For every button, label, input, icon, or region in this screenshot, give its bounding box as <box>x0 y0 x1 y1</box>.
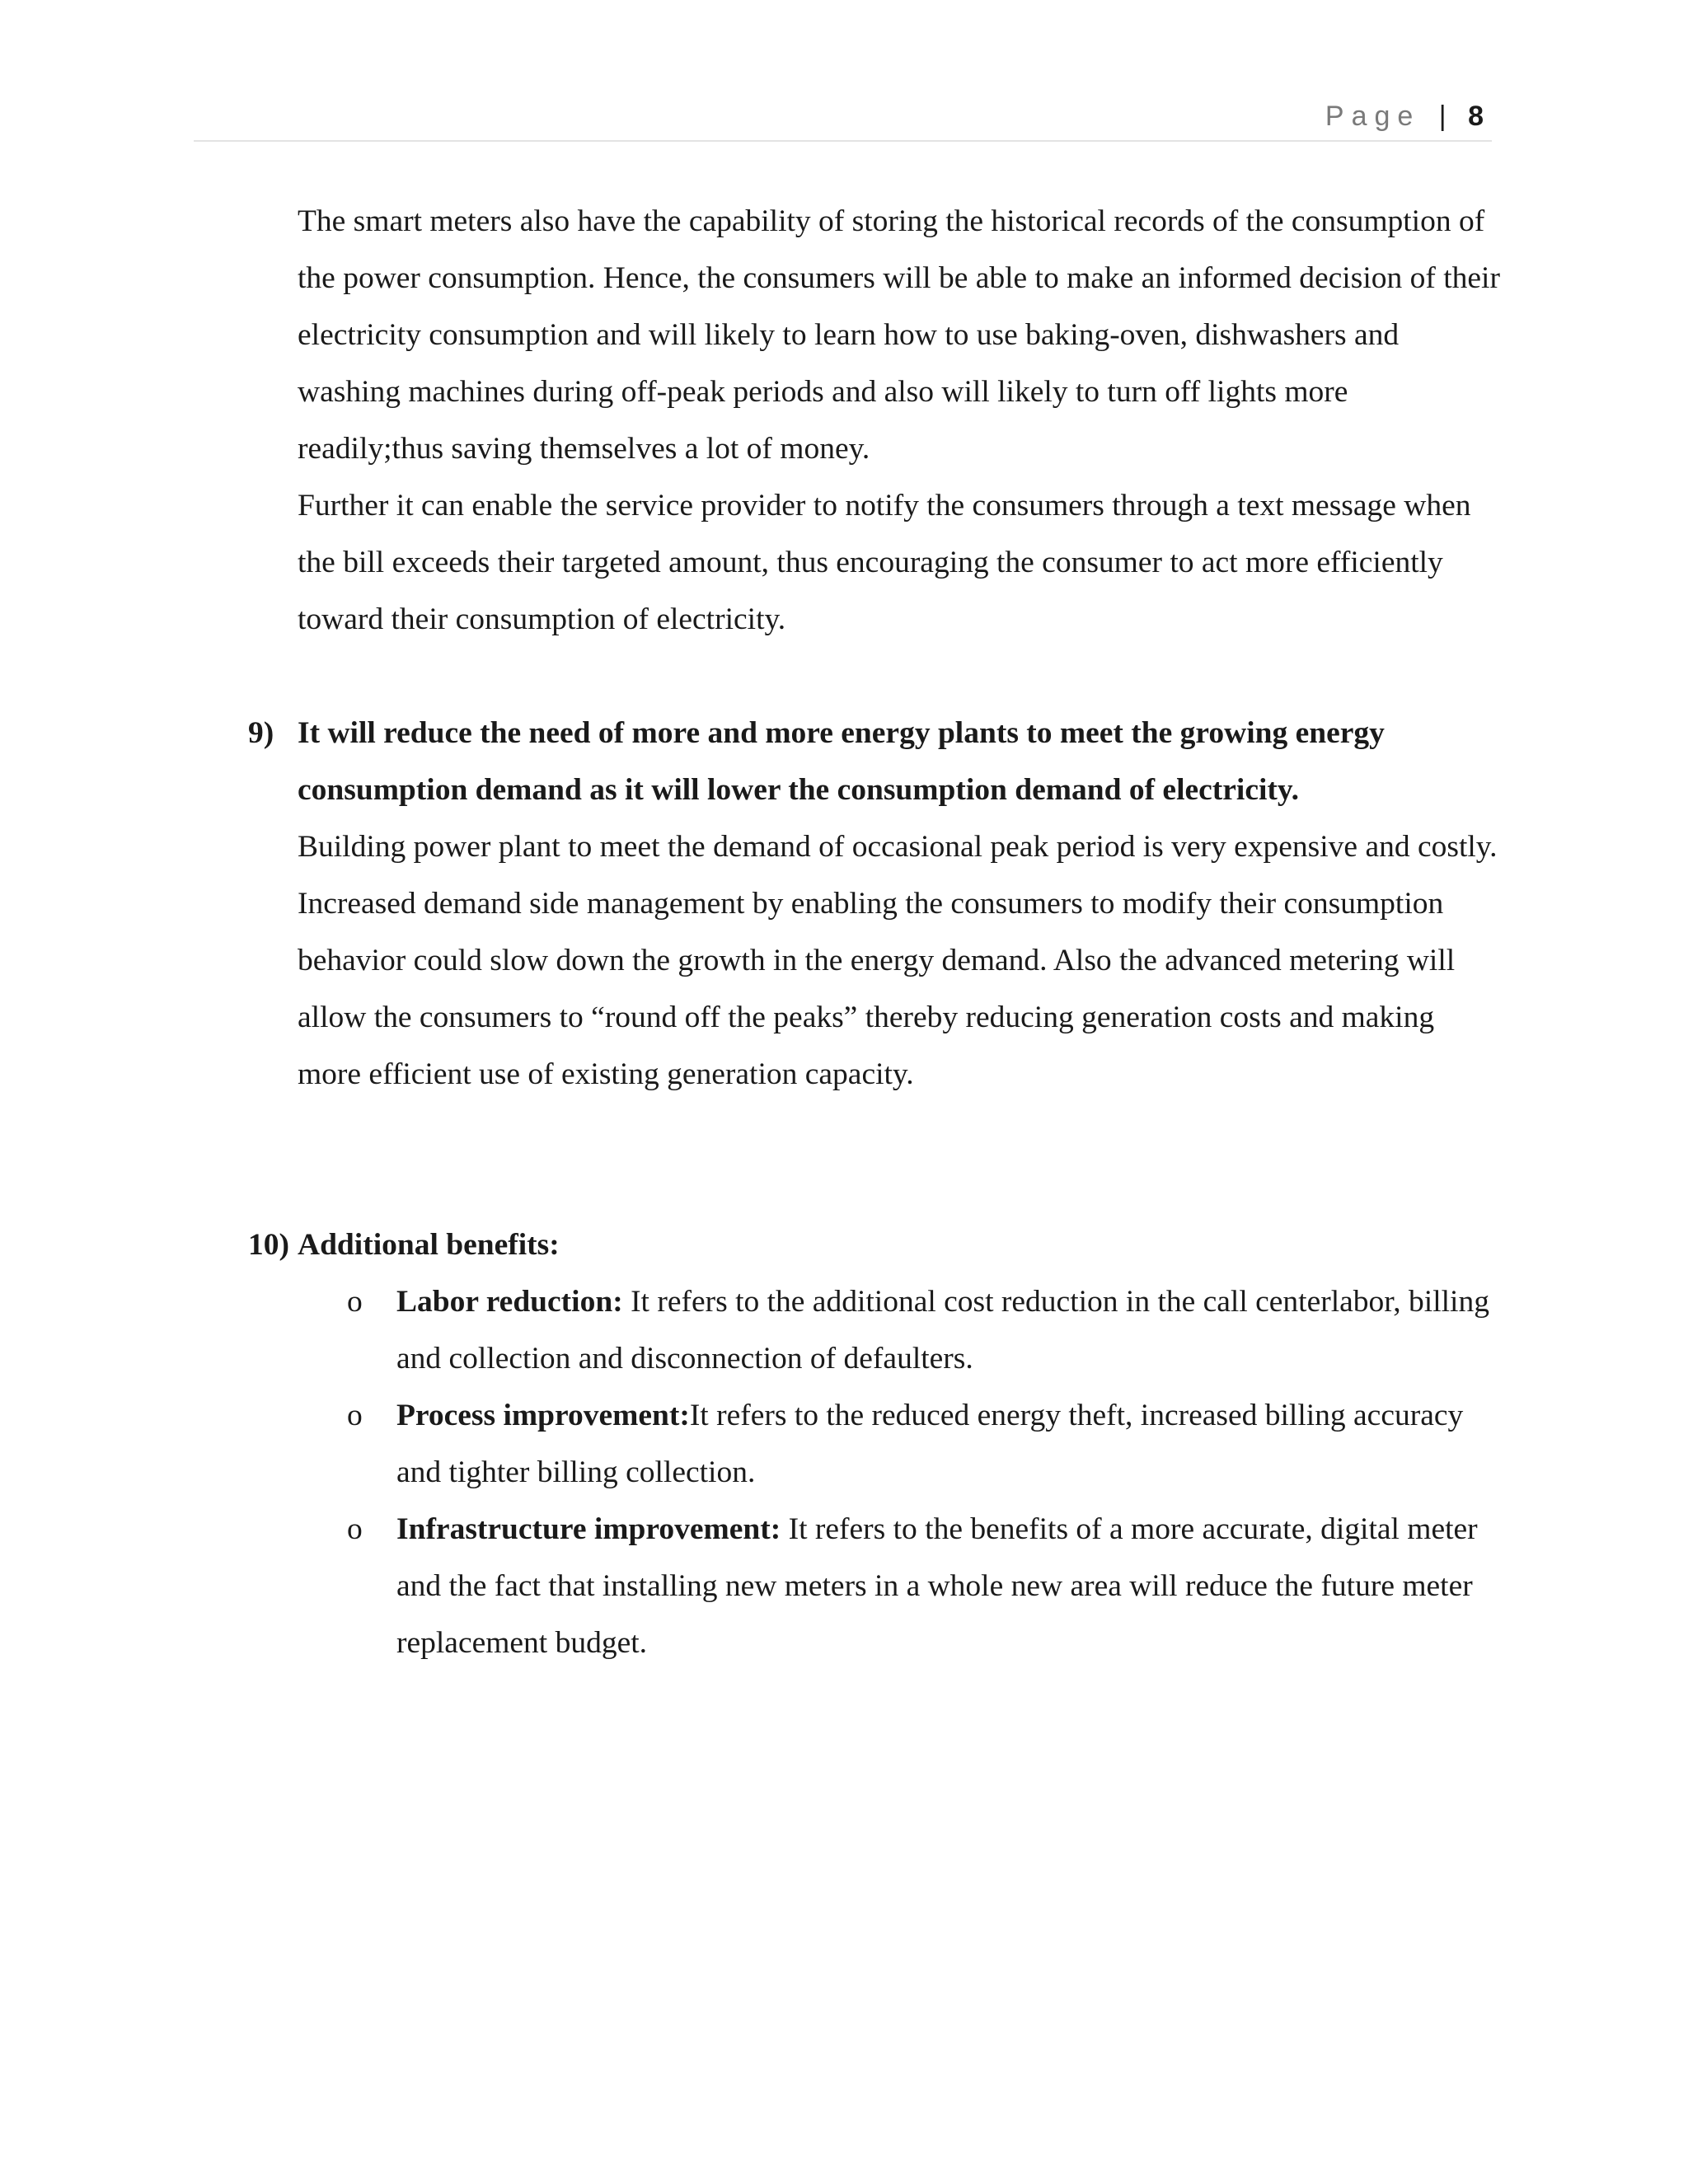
circle-bullet-icon: o <box>347 1285 363 1319</box>
intro-paragraph-2: Further it can enable the service provider to notify the consumers through a text message when the bill exceeds their targeted amount, thus encouraging the consumer to act more efficiently toward their consumption of electricity. <box>298 489 1471 636</box>
benefit-term: Infrastructure improvement: <box>396 1512 781 1546</box>
intro-paragraph-1: The smart meters also have the capability of storing the historical records of the consumption of the power consumption. Hence, the consumers will be able to make an informed decision of their electricity consumption and will likely to learn how to use baking-oven, dishwashers and washing machines during off-peak periods and also will likely to turn off lights more readily;thus saving themselves a lot of money. <box>298 204 1500 466</box>
list-item-9-heading: It will reduce the need of more and more energy plants to meet the growing energy consumption demand as it will lower the consumption demand of electricity. <box>298 716 1385 807</box>
benefit-term: Process improvement: <box>396 1399 690 1432</box>
benefit-item-process <box>347 1387 1501 1501</box>
list-item-9 <box>248 705 1501 1103</box>
benefit-text: It refers to the additional cost reduction in the call centerlabor, billing and collection and disconnection of defaulters. <box>396 1285 1489 1376</box>
document-body <box>0 193 1688 1671</box>
page-label: Page <box>1325 101 1421 132</box>
list-item-10-heading: Additional benefits: <box>298 1228 560 1262</box>
list-marker-10: 10) <box>248 1228 289 1262</box>
benefit-item-infrastructure <box>347 1501 1501 1671</box>
benefit-item-labor <box>347 1273 1501 1387</box>
page-number <box>1325 101 1484 133</box>
circle-bullet-icon: o <box>347 1512 363 1546</box>
list-marker-9: 9) <box>248 716 274 750</box>
page-header <box>194 97 1492 142</box>
circle-bullet-icon: o <box>347 1399 363 1432</box>
benefit-text: It refers to the benefits of a more accurate, digital meter and the fact that installing new meters in a whole new area will reduce the future meter replacement budget. <box>396 1512 1478 1660</box>
page-separator: | <box>1438 101 1447 132</box>
list-item-9-body: Building power plant to meet the demand of occasional peak period is very expensive and costly. Increased demand side management by enabling the consumers to modify their consumption behavior could slow down the growth in the energy demand. Also the advanced metering will allow the consumers to “round off the peaks” thereby reducing generation costs and making more efficient use of existing generation capacity. <box>298 830 1498 1091</box>
page-number-value: 8 <box>1468 101 1484 132</box>
benefit-term: Labor reduction: <box>396 1285 623 1319</box>
benefit-text: It refers to the reduced energy theft, increased billing accuracy and tighter billing collection. <box>396 1399 1464 1489</box>
list-item-10 <box>248 1216 1501 1671</box>
benefits-list <box>298 1273 1501 1671</box>
intro-section <box>298 193 1501 648</box>
